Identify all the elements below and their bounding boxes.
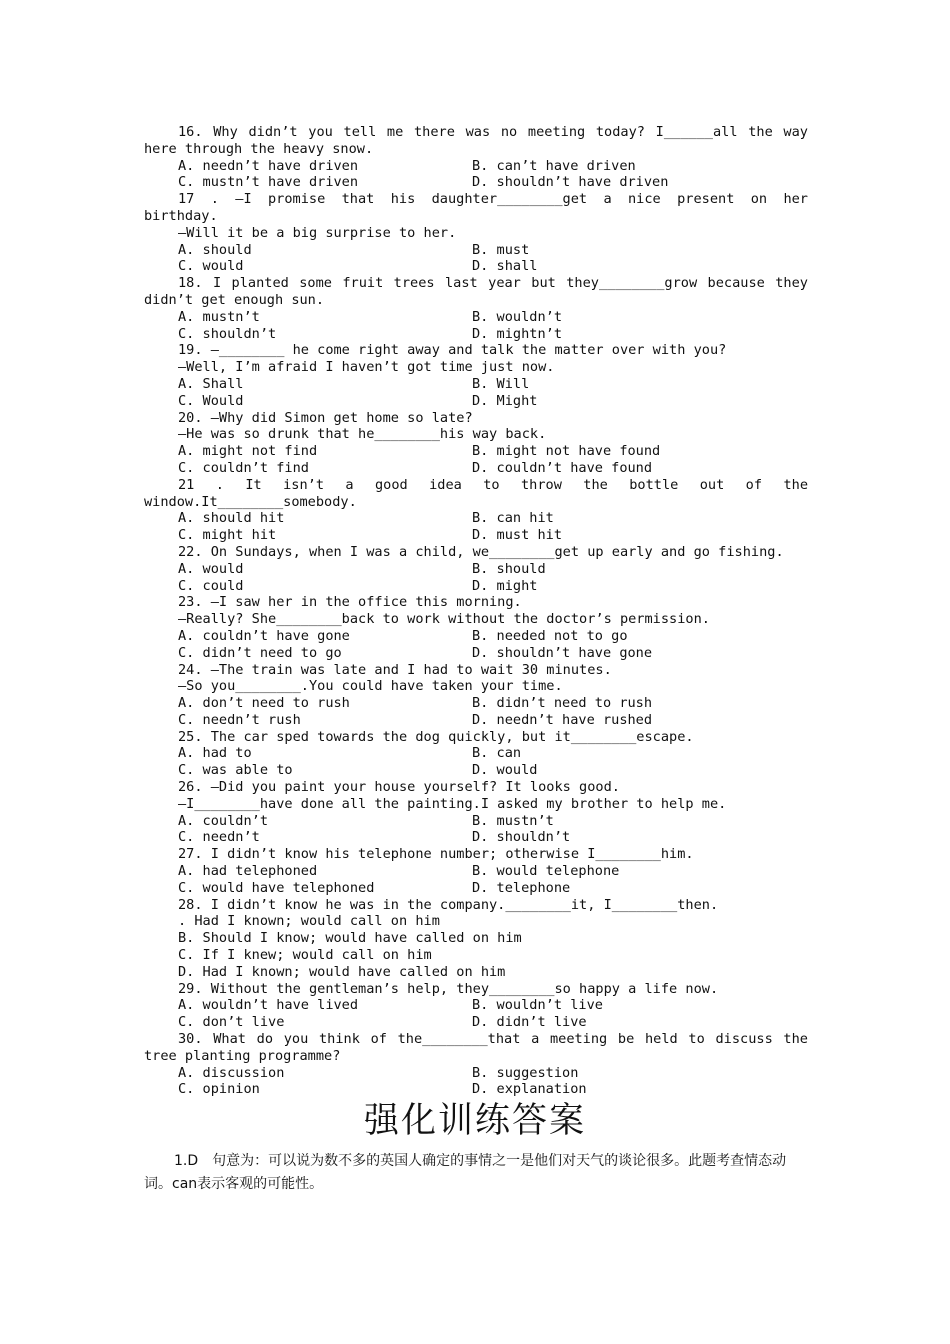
- question-stem: 17 . —I promise that his daughter________get a nice present on her: [178, 191, 808, 208]
- option: D. Might: [472, 392, 538, 409]
- question-stem: 28. I didn’t know he was in the company.________it, I________then.: [178, 896, 719, 913]
- option: B. should: [472, 560, 546, 577]
- options-row: [144, 309, 808, 326]
- answer-heading: 强化训练答案: [363, 1101, 586, 1141]
- question-stem: 16. Why didn’t you tell me there was no meeting today? I______all the way: [178, 124, 808, 140]
- options-row: [144, 158, 808, 175]
- option: D. might: [472, 577, 538, 594]
- options-row: [144, 393, 808, 410]
- option: B. might not have found: [472, 443, 661, 460]
- option: D. couldn’t have found: [472, 459, 653, 476]
- options-row: [144, 242, 808, 259]
- options-row: [144, 443, 808, 460]
- question-reply: —I________have done all the painting.I asked my brother to help me.: [178, 795, 727, 812]
- option: C. didn’t need to go: [178, 644, 342, 661]
- question-stem: window.It________somebody.: [144, 493, 357, 510]
- option: B. didn’t need to rush: [472, 695, 653, 712]
- question-block: [144, 124, 808, 1098]
- option: C. could: [178, 577, 244, 594]
- question-stem: here through the heavy snow.: [144, 140, 374, 157]
- question-stem: 19. —________ he come right away and talk the matter over with you?: [178, 342, 727, 359]
- options-row: [144, 628, 808, 645]
- question-20: [144, 410, 808, 477]
- option: B. Will: [472, 375, 530, 392]
- option: D. mightn’t: [472, 325, 563, 342]
- options-row: [144, 829, 808, 846]
- options-row: [144, 510, 808, 527]
- option: C. was able to: [178, 762, 293, 779]
- options-row: [144, 645, 808, 662]
- answer-1: 1.D 句意为：可以说为数不多的英国人确定的事情之一是他们对天气的谈论很多。此题考查情态动词。can表示客观的可能性。: [144, 1153, 787, 1192]
- options-row: [144, 326, 808, 343]
- question-29: [144, 981, 808, 1031]
- option: A. should hit: [178, 510, 285, 527]
- options-row: [144, 1065, 808, 1082]
- question-26: [144, 779, 808, 846]
- option: A. wouldn’t have lived: [178, 997, 359, 1014]
- answer-paragraph: [144, 1150, 808, 1196]
- option: A. should: [178, 241, 252, 258]
- option: C. opinion: [178, 1081, 260, 1098]
- question-stem: tree planting programme?: [144, 1047, 341, 1064]
- option: C. needn’t: [178, 829, 260, 846]
- option: D. shall: [472, 258, 538, 275]
- option: . Had I known; would call on him: [178, 913, 440, 930]
- option: C. would have telephoned: [178, 879, 375, 896]
- option: B. mustn’t: [472, 812, 554, 829]
- question-24: [144, 662, 808, 729]
- question-stem: 21 . It isn’t a good idea to throw the bottle out of the: [178, 476, 808, 493]
- options-row: [144, 258, 808, 275]
- option: B. needed not to go: [472, 627, 628, 644]
- question-stem: 30. What do you think of the________that a meeting be held to discuss the: [178, 1031, 808, 1048]
- option: C. couldn’t find: [178, 459, 309, 476]
- option: B. wouldn’t live: [472, 997, 603, 1014]
- question-stem: 20. —Why did Simon get home so late?: [178, 409, 473, 426]
- option: D. would: [472, 762, 538, 779]
- option: A. couldn’t: [178, 812, 269, 829]
- options-row: [144, 695, 808, 712]
- option: B. must: [472, 241, 530, 258]
- options-row: [144, 762, 808, 779]
- question-reply: —Will it be a big surprise to her.: [178, 224, 457, 241]
- options-row: [144, 376, 808, 393]
- question-stem: 18. I planted some fruit trees last year but they________grow because they: [178, 275, 808, 292]
- option: C. If I knew; would call on him: [178, 947, 432, 964]
- question-28: [144, 897, 808, 981]
- option: A. mustn’t: [178, 308, 260, 325]
- question-23: [144, 594, 808, 661]
- option: B. can: [472, 745, 522, 762]
- option: B. would telephone: [472, 863, 620, 880]
- option: B. Should I know; would have called on him: [178, 930, 522, 947]
- question-reply: —Really? She________back to work without the doctor’s permission.: [178, 611, 710, 628]
- option: D. telephone: [472, 879, 571, 896]
- option: D. explanation: [472, 1081, 587, 1098]
- option: A. needn’t have driven: [178, 157, 359, 174]
- question-25: [144, 729, 808, 779]
- option: D. shouldn’t have gone: [472, 644, 653, 661]
- options-row: [144, 561, 808, 578]
- option: C. Would: [178, 392, 244, 409]
- option: D. needn’t have rushed: [472, 711, 653, 728]
- options-row: [144, 813, 808, 830]
- question-17: [144, 191, 808, 275]
- options-row: [144, 745, 808, 762]
- question-stem: didn’t get enough sun.: [144, 291, 325, 308]
- question-stem: birthday.: [144, 207, 218, 224]
- option: C. don’t live: [178, 1014, 285, 1031]
- option: D. Had I known; would have called on him: [178, 963, 506, 980]
- option: A. had to: [178, 745, 252, 762]
- options-row: [144, 712, 808, 729]
- option: C. shouldn’t: [178, 325, 277, 342]
- option: A. discussion: [178, 1064, 285, 1081]
- option: C. might hit: [178, 527, 277, 544]
- options-row: [144, 880, 808, 897]
- option: C. would: [178, 258, 244, 275]
- option: A. Shall: [178, 375, 244, 392]
- option: A. would: [178, 560, 244, 577]
- option: D. shouldn’t have driven: [472, 174, 669, 191]
- option: A. don’t need to rush: [178, 695, 350, 712]
- question-stem: 27. I didn’t know his telephone number; otherwise I________him.: [178, 846, 694, 863]
- question-22: [144, 544, 808, 594]
- option: B. can hit: [472, 510, 554, 527]
- options-row: [144, 863, 808, 880]
- options-row: [144, 527, 808, 544]
- question-21: [144, 477, 808, 544]
- option: D. didn’t live: [472, 1014, 587, 1031]
- question-reply: —Well, I’m afraid I haven’t got time just now.: [178, 359, 555, 376]
- option: A. couldn’t have gone: [178, 627, 350, 644]
- question-stem: 26. —Did you paint your house yourself? It looks good.: [178, 779, 620, 796]
- option: B. can’t have driven: [472, 157, 636, 174]
- question-19: [144, 342, 808, 409]
- question-16: [144, 124, 808, 191]
- question-stem: 24. —The train was late and I had to wait 30 minutes.: [178, 661, 612, 678]
- question-30: [144, 1031, 808, 1098]
- question-18: [144, 275, 808, 342]
- options-row: [144, 997, 808, 1014]
- options-row: [144, 174, 808, 191]
- options-row: [144, 1081, 808, 1098]
- question-stem: 29. Without the gentleman’s help, they________so happy a life now.: [178, 980, 719, 997]
- option: B. suggestion: [472, 1064, 579, 1081]
- question-stem: 23. —I saw her in the office this morning.: [178, 594, 522, 611]
- options-row: [144, 578, 808, 595]
- question-27: [144, 846, 808, 896]
- option: B. wouldn’t: [472, 308, 563, 325]
- options-row: [144, 460, 808, 477]
- option: A. might not find: [178, 443, 318, 460]
- option: A. had telephoned: [178, 863, 318, 880]
- option: D. shouldn’t: [472, 829, 571, 846]
- question-reply: —He was so drunk that he________his way back.: [178, 426, 547, 443]
- question-stem: 25. The car sped towards the dog quickly, but it________escape.: [178, 728, 694, 745]
- question-stem: 22. On Sundays, when I was a child, we________get up early and go fishing.: [178, 543, 784, 560]
- options-row: [144, 1014, 808, 1031]
- option: D. must hit: [472, 527, 563, 544]
- question-reply: —So you________.You could have taken your time.: [178, 678, 563, 695]
- option: C. mustn’t have driven: [178, 174, 359, 191]
- option: C. needn’t rush: [178, 711, 301, 728]
